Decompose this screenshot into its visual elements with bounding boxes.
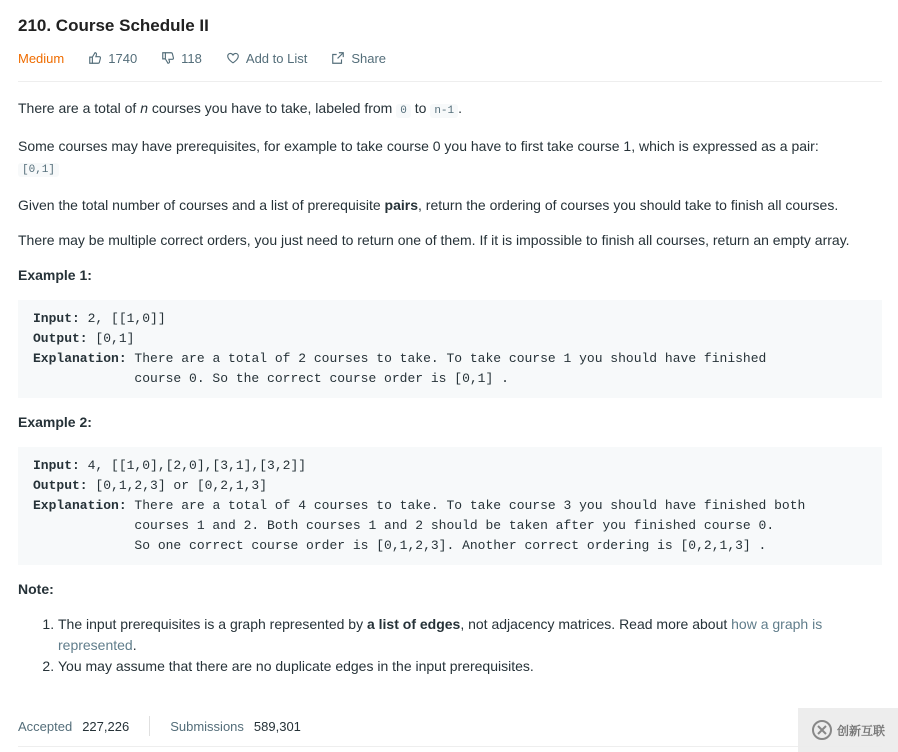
variable-n: n xyxy=(140,100,148,116)
text-segment: courses you have to take, labeled from xyxy=(147,100,397,116)
add-to-list-button[interactable] xyxy=(226,51,307,66)
difficulty-badge: Medium xyxy=(18,50,65,66)
problem-title: 210. Course Schedule II xyxy=(18,16,209,35)
explanation-label: Explanation: xyxy=(33,498,127,513)
explanation-text: course 0. So the correct course order is [0,1] . xyxy=(33,371,509,386)
text-segment: There are a total of xyxy=(18,100,141,116)
example-1-block xyxy=(18,300,882,398)
inline-code-pair: [0,1] xyxy=(18,163,59,177)
description-paragraph-2 xyxy=(18,136,882,181)
dislike-button[interactable] xyxy=(161,51,202,66)
explanation-text: courses 1 and 2. Both courses 1 and 2 should be taken after you finished course 0. xyxy=(33,518,775,533)
text-segment: Some courses may have prerequisites, for example to take course 0 you have to first take course 1, which is expressed as a pair: xyxy=(18,138,819,154)
text-segment: Given the total number of courses and a list of prerequisite xyxy=(18,197,385,213)
problem-description xyxy=(18,98,882,695)
output-label: Output: xyxy=(33,331,88,346)
explanation-text: There are a total of 2 courses to take. To take course 1 you should have finished xyxy=(126,351,767,366)
note-item-2: 2. You may assume that there are no duplicate edges in the input prerequisites. xyxy=(58,656,882,677)
stats-divider xyxy=(149,716,150,736)
input-label: Input: xyxy=(33,311,80,326)
share-button[interactable] xyxy=(331,51,386,66)
thumbs-up-icon xyxy=(88,51,102,65)
problem-meta-bar xyxy=(18,48,410,68)
text-segment: . xyxy=(458,100,463,116)
inline-code-n-minus-1: n-1 xyxy=(430,104,458,118)
like-count: 1740 xyxy=(108,50,138,66)
submissions-count: 589,301 xyxy=(253,718,301,734)
example-2-block xyxy=(18,447,882,565)
example-2-heading: Example 2: xyxy=(18,414,92,430)
watermark-logo-icon xyxy=(811,719,833,741)
input-value: 2, [[1,0]] xyxy=(79,311,166,326)
watermark xyxy=(798,708,898,752)
explanation-text: There are a total of 4 courses to take. To take course 3 you should have finished both xyxy=(126,498,806,513)
example-1-heading: Example 1: xyxy=(18,267,92,283)
description-paragraph-4: There may be multiple correct orders, you just need to return one of them. If it is impossible to finish all courses, return an empty array. xyxy=(18,232,850,248)
submission-stats xyxy=(18,716,301,736)
bold-list-of-edges: a list of edges xyxy=(366,616,461,632)
description-paragraph-1 xyxy=(18,98,882,122)
bold-pairs: pairs xyxy=(384,197,418,213)
output-value: [0,1] xyxy=(87,331,135,346)
text-segment: , not adjacency matrices. Read more about xyxy=(460,616,732,632)
thumbs-down-icon xyxy=(161,51,175,65)
note-heading: Note: xyxy=(18,581,54,597)
description-paragraph-3 xyxy=(18,195,882,216)
note-item-1 xyxy=(58,614,882,656)
share-label: Share xyxy=(351,50,387,66)
text-segment: . xyxy=(132,637,137,653)
output-label: Output: xyxy=(33,478,88,493)
explanation-label: Explanation: xyxy=(33,351,127,366)
share-icon xyxy=(331,51,345,65)
text-segment: , return the ordering of courses you should take to finish all courses. xyxy=(418,197,839,213)
input-value: 4, [[1,0],[2,0],[3,1],[3,2]] xyxy=(79,458,307,473)
output-value: [0,1,2,3] or [0,2,1,3] xyxy=(87,478,268,493)
footer-divider xyxy=(18,746,882,747)
header-divider xyxy=(18,81,882,82)
submissions-label: Submissions xyxy=(170,718,244,734)
watermark-text: 创新互联 xyxy=(836,723,885,738)
add-to-list-label: Add to List xyxy=(245,50,308,66)
text-segment: to xyxy=(410,100,431,116)
explanation-text: So one correct course order is [0,1,2,3]. Another correct ordering is [0,2,1,3] . xyxy=(33,538,767,553)
like-button[interactable] xyxy=(88,51,137,66)
dislike-count: 118 xyxy=(181,50,202,66)
inline-code-zero: 0 xyxy=(396,104,411,118)
text-segment: The input prerequisites is a graph represented by xyxy=(58,616,367,632)
accepted-label: Accepted xyxy=(18,718,73,734)
input-label: Input: xyxy=(33,458,80,473)
note-list xyxy=(18,614,882,677)
graph-representation-link[interactable]: how a graph is represented xyxy=(58,616,823,653)
heart-icon xyxy=(226,51,240,65)
accepted-count: 227,226 xyxy=(82,718,130,734)
